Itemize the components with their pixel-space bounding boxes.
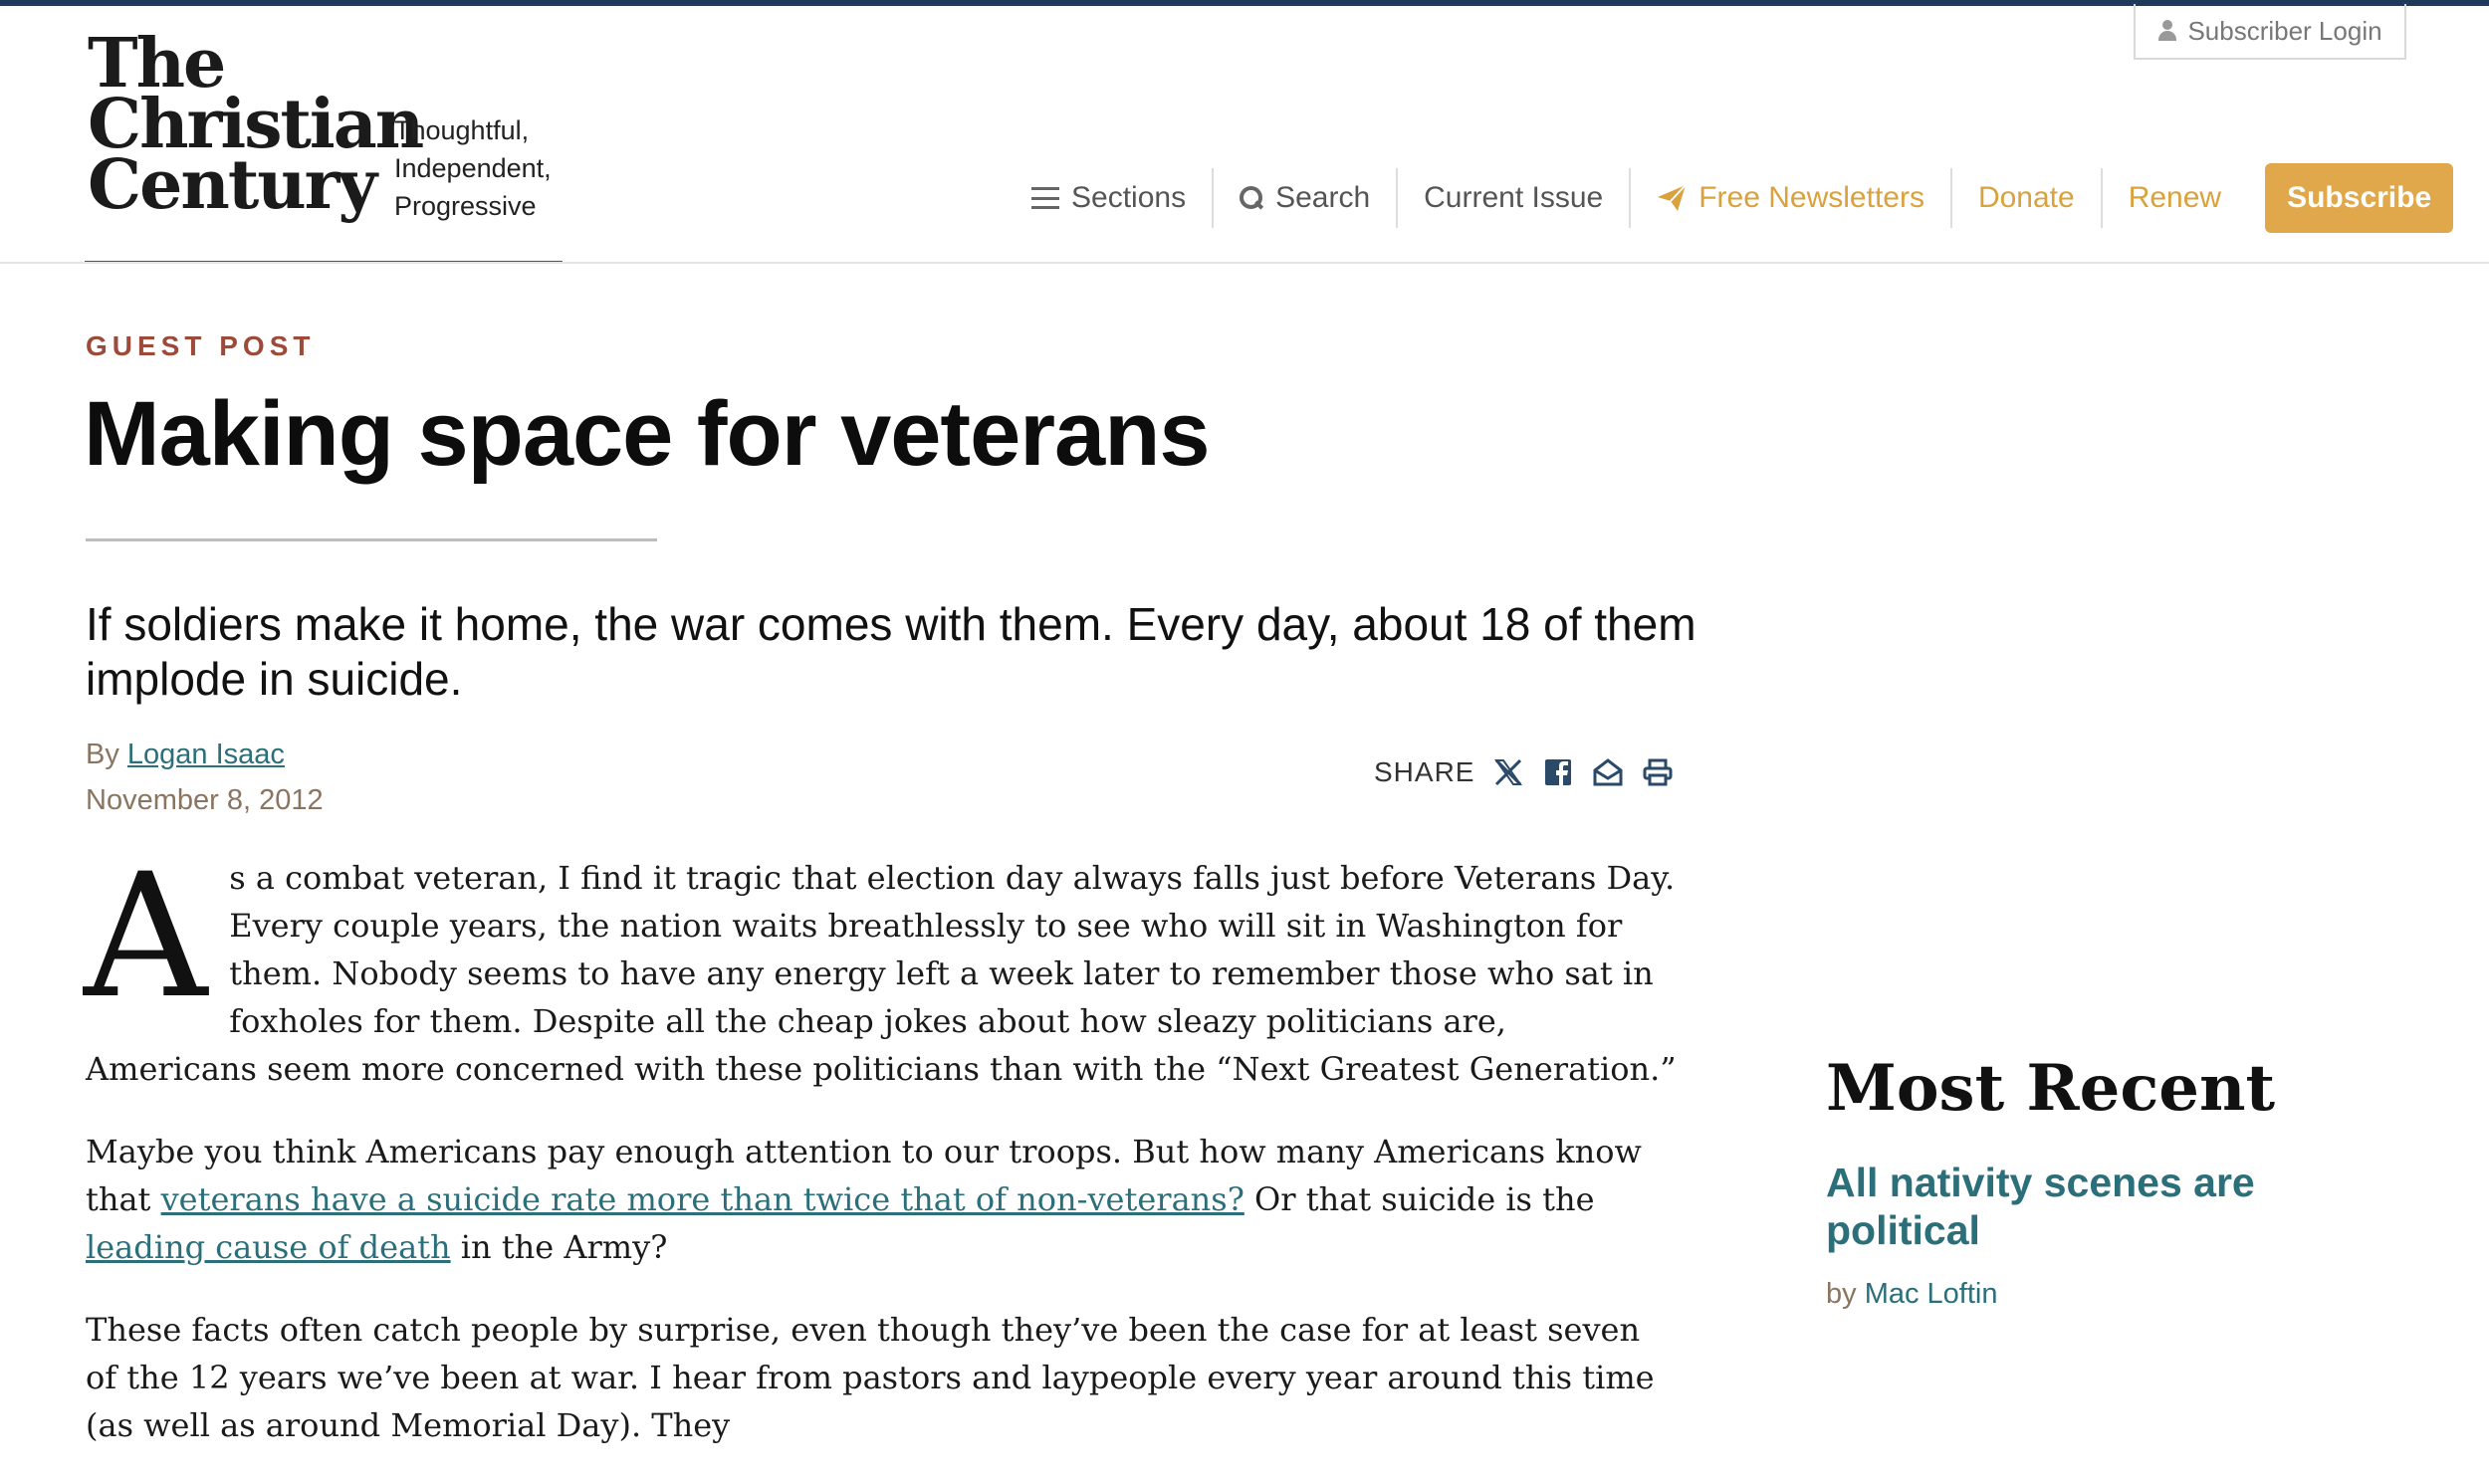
most-recent-heading: Most Recent — [1826, 1051, 2276, 1126]
facebook-icon[interactable] — [1542, 756, 1574, 788]
paragraph-1-text: s a combat veteran, I find it tragic that election day always falls just before Veterans Day. Every couple years, the nation waits breathlessly to see who will sit in Washington for them. Nobody seems to have any energy left a week later to remember those who sat in foxholes for them. Despite all the cheap jokes about how sleazy politicians are, Americans seem more concerned with these politicians than with the “Next Greatest Generation.” — [86, 859, 1677, 1088]
tagline-line-1: Thoughtful, — [394, 115, 530, 145]
subscriber-login-button[interactable] — [2134, 4, 2406, 60]
share-bar — [1374, 756, 1674, 788]
logo-line-3: Century — [88, 145, 376, 225]
author-link[interactable]: Logan Isaac — [126, 739, 285, 770]
share-label: SHARE — [1374, 756, 1475, 787]
logo-line-1: The — [88, 24, 225, 104]
email-icon[interactable] — [1592, 756, 1624, 788]
nav-donate-label: Donate — [1977, 181, 2075, 214]
paragraph-1 — [84, 836, 1679, 1093]
article-dek: If soldiers make it home, the war comes with them. Every day, about 18 of them implode in suicide. — [86, 598, 1697, 705]
nav-renew[interactable] — [2103, 168, 2247, 228]
top-accent-bar — [0, 0, 2489, 6]
nav-donate[interactable] — [1952, 168, 2103, 228]
paragraph-2 — [86, 1128, 1679, 1271]
headline-divider — [86, 538, 657, 541]
nav-search-label: Search — [1275, 181, 1371, 214]
article-byline — [86, 739, 285, 771]
paragraph-2-text-c: in the Army? — [450, 1228, 668, 1266]
paragraph-2-text-a: Maybe you think Americans pay enough attention to our troops. But how many Americans know that — [86, 1133, 1642, 1218]
subscribe-button[interactable]: Subscribe — [2265, 163, 2453, 233]
subscriber-login-label: Subscriber Login — [2187, 15, 2382, 46]
main-nav — [1006, 163, 2453, 233]
site-tagline — [394, 111, 552, 225]
search-icon — [1240, 186, 1263, 210]
nav-search[interactable] — [1214, 168, 1398, 228]
nav-current-issue[interactable] — [1398, 168, 1631, 228]
site-logo[interactable] — [88, 24, 423, 225]
x-twitter-icon[interactable] — [1492, 756, 1524, 788]
menu-icon — [1031, 187, 1059, 209]
drop-cap: A — [84, 836, 208, 1036]
recent-article-byline — [1826, 1278, 1998, 1311]
leading-cause-link[interactable]: leading cause of death — [86, 1228, 451, 1266]
nav-renew-label: Renew — [2128, 181, 2222, 214]
article-headline: Making space for veterans — [84, 383, 1210, 485]
nav-free-newsletters[interactable] — [1631, 168, 1952, 228]
article-date: November 8, 2012 — [86, 784, 324, 816]
recent-article-link[interactable]: All nativity scenes are political — [1826, 1160, 2255, 1253]
recent-author-link[interactable]: Mac Loftin — [1864, 1278, 1998, 1310]
paragraph-3: These facts often catch people by surprise, even though they’ve been the case for at least seven of the 12 years we’ve been at war. I hear from pastors and laypeople every year around this time (as well as around Memorial Day). They — [86, 1311, 1655, 1444]
user-icon — [2157, 20, 2177, 42]
header-divider — [0, 262, 2489, 264]
nav-sections-label: Sections — [1071, 181, 1187, 214]
byline-prefix: By — [86, 739, 119, 770]
recent-by-prefix: by — [1826, 1278, 1857, 1310]
nav-sections[interactable] — [1006, 168, 1214, 228]
article-body — [84, 836, 1679, 1484]
paper-plane-icon — [1657, 184, 1687, 212]
logo-line-2: Christian — [88, 85, 423, 164]
print-icon[interactable] — [1642, 756, 1674, 788]
article-kicker[interactable]: GUEST POST — [86, 330, 316, 361]
nav-free-newsletters-label: Free Newsletters — [1698, 181, 1924, 214]
paragraph-2-text-b: Or that suicide is the — [1244, 1180, 1595, 1218]
tagline-line-3: Progressive — [394, 191, 537, 221]
suicide-rate-link[interactable]: veterans have a suicide rate more than twice that of non-veterans? — [160, 1180, 1244, 1218]
nav-current-issue-label: Current Issue — [1424, 181, 1604, 214]
tagline-line-2: Independent, — [394, 153, 552, 183]
